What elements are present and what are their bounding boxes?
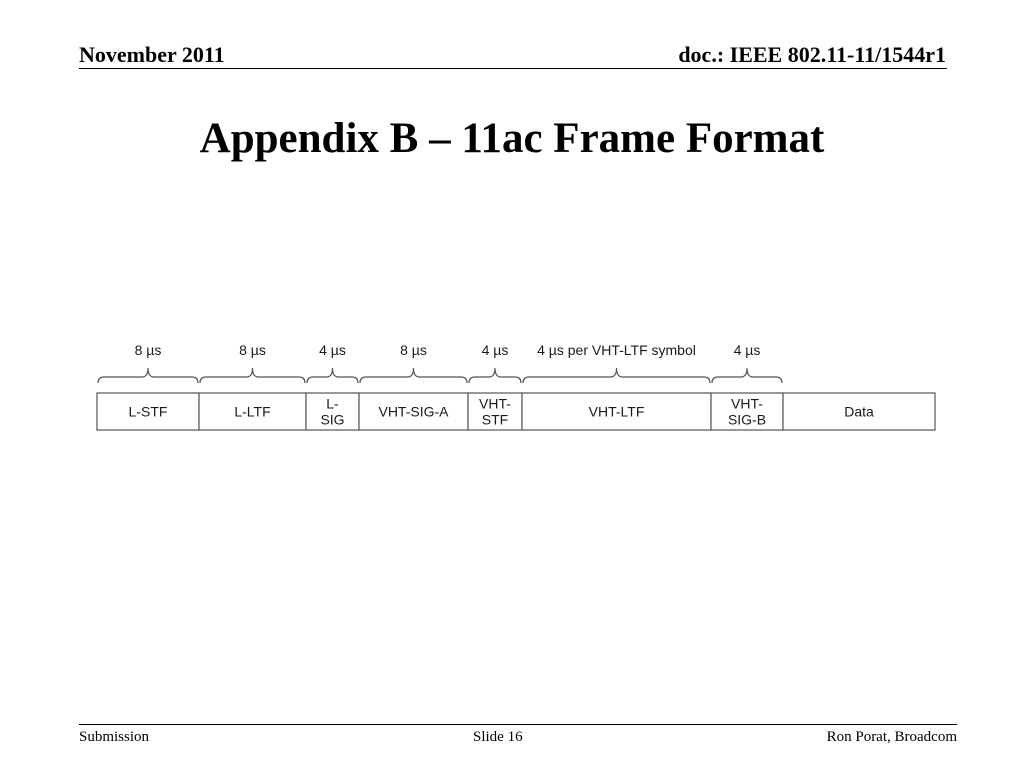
duration-brace bbox=[307, 342, 358, 383]
brace-shape bbox=[360, 368, 467, 383]
frame-field-label: VHT- bbox=[731, 395, 763, 412]
brace-shape bbox=[200, 368, 305, 383]
frame-field-label: SIG-B bbox=[727, 411, 767, 428]
footer-divider bbox=[79, 724, 957, 725]
duration-brace bbox=[360, 342, 467, 383]
duration-label: 4 µs per VHT-LTF symbol bbox=[537, 342, 696, 358]
brace-shape bbox=[98, 368, 198, 383]
brace-shape bbox=[469, 368, 521, 383]
frame-field-label: L- bbox=[326, 395, 339, 412]
frame-field-label: VHT-LTF bbox=[588, 403, 645, 420]
frame-field bbox=[199, 393, 306, 430]
duration-brace bbox=[200, 342, 305, 383]
footer-submission: Submission bbox=[79, 729, 150, 745]
frame-field bbox=[97, 393, 199, 430]
frame-field bbox=[306, 393, 359, 430]
duration-brace bbox=[523, 342, 710, 383]
brace-shape bbox=[712, 368, 782, 383]
duration-label: 8 µs bbox=[239, 342, 266, 358]
frame-field-label: L-STF bbox=[128, 403, 168, 420]
frame-field bbox=[359, 393, 468, 430]
footer-slide-number: Slide 16 bbox=[473, 729, 523, 745]
header-doc-id: doc.: IEEE 802.11-11/1544r1 bbox=[678, 42, 946, 67]
duration-brace bbox=[712, 342, 782, 383]
frame-field-label: L-LTF bbox=[234, 403, 271, 420]
footer-author: Ron Porat, Broadcom bbox=[826, 729, 957, 745]
frame-field bbox=[783, 393, 935, 430]
duration-label: 4 µs bbox=[481, 342, 509, 358]
duration-label: 4 µs bbox=[319, 342, 346, 358]
frame-field-label: VHT- bbox=[479, 395, 511, 412]
frame-field bbox=[468, 393, 522, 430]
frame-field-label: SIG bbox=[320, 411, 345, 428]
slide-title: Appendix B – 11ac Frame Format bbox=[199, 115, 825, 162]
brace-shape bbox=[307, 368, 358, 383]
duration-label: 8 µs bbox=[400, 342, 427, 358]
frame-field-label: STF bbox=[481, 411, 509, 428]
frame-field-label: Data bbox=[844, 403, 874, 420]
brace-shape bbox=[523, 368, 710, 383]
header-date: November 2011 bbox=[79, 42, 225, 67]
duration-label: 8 µs bbox=[134, 342, 162, 358]
frame-field-label: VHT-SIG-A bbox=[378, 403, 449, 420]
duration-label: 4 µs bbox=[733, 342, 761, 358]
duration-brace bbox=[98, 342, 198, 383]
frame-field bbox=[522, 393, 711, 430]
duration-brace bbox=[469, 342, 521, 383]
frame-field bbox=[711, 393, 783, 430]
